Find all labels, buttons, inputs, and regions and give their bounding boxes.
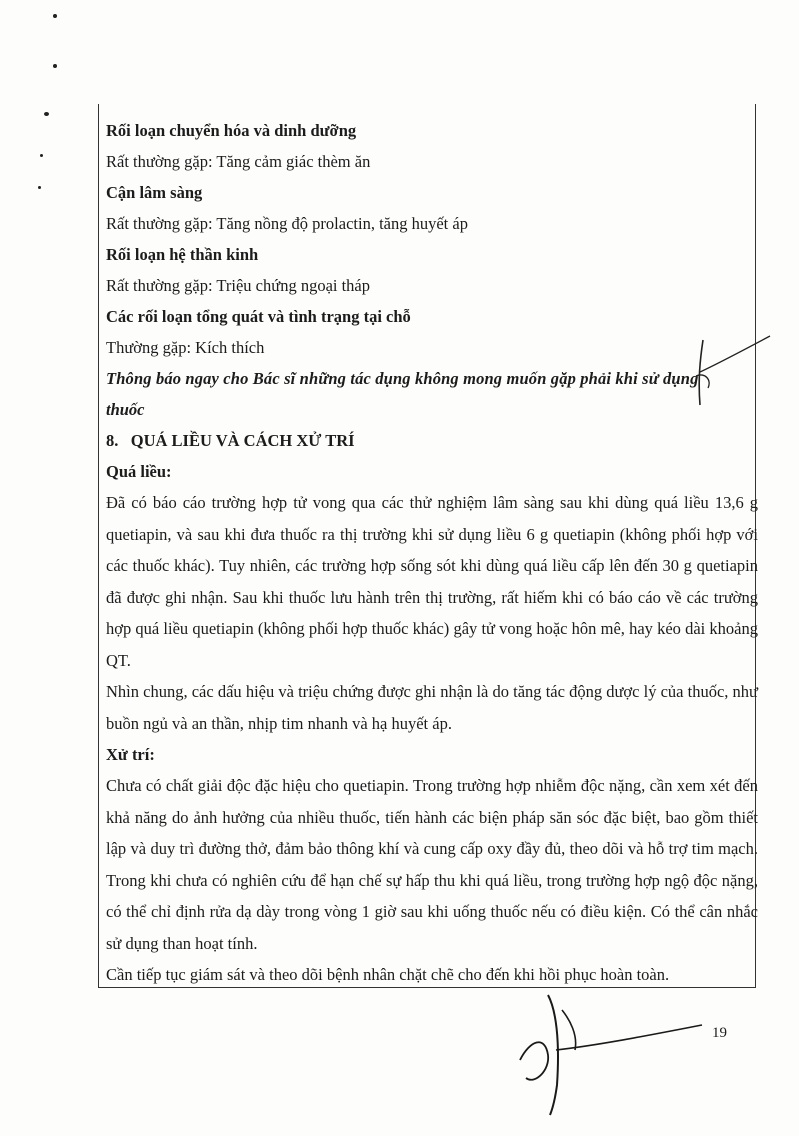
- general-text: Thường gặp: Kích thích: [106, 338, 265, 357]
- section-title: 8. QUÁ LIỀU VÀ CÁCH XỬ TRÍ: [106, 431, 355, 450]
- metabolism-text: Rất thường gặp: Tăng cảm giác thèm ăn: [106, 152, 371, 171]
- scan-speck: [40, 154, 43, 157]
- scan-speck: [38, 186, 41, 189]
- overdose-paragraph-2: Nhìn chung, các dấu hiệu và triệu chứng được ghi nhận là do tăng tác động dược lý của thuốc, như buồn ngủ và an thần, nhịp tim nhanh và hạ huyết áp.: [106, 682, 758, 733]
- scan-speck: [44, 112, 49, 116]
- lab-text: Rất thường gặp: Tăng nồng độ prolactin, tăng huyết áp: [106, 214, 468, 233]
- nervous-text: Rất thường gặp: Triệu chứng ngoại tháp: [106, 276, 371, 295]
- page-number: 19: [712, 1025, 727, 1041]
- metabolism-heading: Rối loạn chuyển hóa và dinh dưỡng: [106, 121, 357, 140]
- nervous-heading: Rối loạn hệ thần kinh: [106, 245, 259, 264]
- treatment-paragraph-1: Chưa có chất giải độc đặc hiệu cho quetiapin. Trong trường hợp nhiễm độc nặng, cần xem xét đến khả năng do ảnh hưởng của nhiều thuốc, tiến hành các biện pháp săn sóc đặc biệt, bao gồm thiết lập và duy trì đường thở, đảm bảo thông khí và cung cấp oxy đầy đủ, theo dõi và hỗ trợ tim mạch. Trong khi chưa có nghiên cứu để hạn chế sự hấp thu khi quá liều, trong trường hợp ngộ độc nặng, có thể chỉ định rửa dạ dày trong vòng 1 giờ sau khi uống thuốc nếu có điều kiện. Có thể cân nhắc sử dụng than hoạt tính.: [106, 776, 758, 953]
- overdose-paragraph-1: Đã có báo cáo trường hợp tử vong qua các thử nghiệm lâm sàng sau khi dùng quá liều 13,6 g quetiapin, và sau khi đưa thuốc ra thị trường khi sử dụng liều 6 g quetiapin (không phối hợp với các thuốc khác). Tuy nhiên, các trường hợp sống sót khi dùng quá liều cấp lên đến 30 g quetiapin đã được ghi nhận. Sau khi thuốc lưu hành trên thị trường, rất hiếm khi có báo cáo về các trường hợp quá liều quetiapin (không phối hợp thuốc khác) gây tử vong hoặc hôn mê, hay kéo dài khoảng QT.: [106, 493, 758, 670]
- document-body: [106, 115, 756, 991]
- treatment-paragraph-2: Cần tiếp tục giám sát và theo dõi bệnh nhân chặt chẽ cho đến khi hồi phục hoàn toàn.: [106, 965, 670, 984]
- scan-speck: [53, 14, 57, 18]
- notice-line-2: thuốc: [106, 400, 145, 419]
- lab-heading: Cận lâm sàng: [106, 183, 203, 202]
- scan-speck: [53, 64, 57, 68]
- notice-line-1: Thông báo ngay cho Bác sĩ những tác dụng không mong muốn gặp phải khi sử dụng: [106, 369, 699, 388]
- treatment-heading: Xử trí:: [106, 745, 155, 764]
- overdose-heading: Quá liều:: [106, 462, 172, 481]
- general-heading: Các rối loạn tổng quát và tình trạng tại chỗ: [106, 307, 411, 326]
